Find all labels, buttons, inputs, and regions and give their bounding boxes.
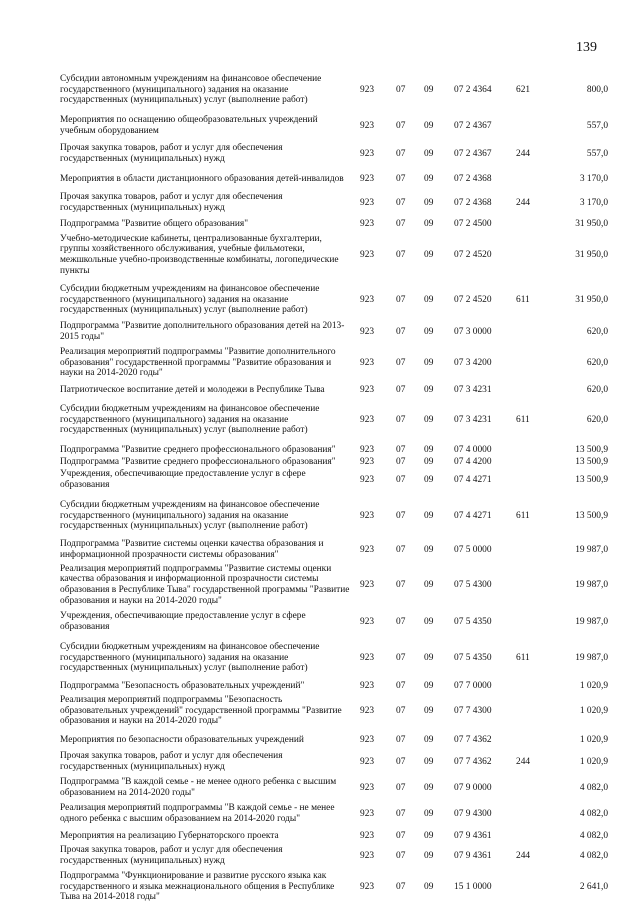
cell-ved: 923 <box>360 510 375 521</box>
cell-name: Подпрограмма "Развитие системы оценки качества образования и информационной прозрачности системы образования" <box>60 539 324 560</box>
cell-pr: 09 <box>424 326 434 337</box>
cell-sum: 557,0 <box>586 148 608 159</box>
cell-sum: 3 170,0 <box>579 173 608 184</box>
cell-vr: 611 <box>516 294 530 305</box>
cell-name: Подпрограмма "Развитие среднего профессионального образования" <box>60 444 336 455</box>
cell-rz: 07 <box>396 384 406 395</box>
cell-rz: 07 <box>396 456 406 467</box>
cell-cs: 07 9 4300 <box>454 808 492 819</box>
cell-cs: 07 5 0000 <box>454 544 492 555</box>
cell-pr: 09 <box>424 444 434 455</box>
cell-rz: 07 <box>396 148 406 159</box>
cell-pr: 09 <box>424 579 434 590</box>
cell-pr: 09 <box>424 830 434 841</box>
cell-cs: 07 4 4271 <box>454 474 492 485</box>
cell-name: Прочая закупка товаров, работ и услуг для обеспечения государственных (муниципальных) нужд <box>60 751 283 772</box>
table-row <box>60 734 608 746</box>
cell-vr: 244 <box>516 148 531 159</box>
cell-ved: 923 <box>360 680 375 691</box>
table-row <box>60 498 608 534</box>
table-row <box>60 218 608 230</box>
cell-vr: 611 <box>516 414 530 425</box>
cell-name: Мероприятия в области дистанционного образования детей-инвалидов <box>60 173 344 184</box>
cell-rz: 07 <box>396 579 406 590</box>
cell-pr: 09 <box>424 294 434 305</box>
cell-sum: 4 082,0 <box>579 850 608 861</box>
cell-cs: 07 9 0000 <box>454 782 492 793</box>
cell-pr: 09 <box>424 756 434 767</box>
cell-sum: 19 987,0 <box>575 544 608 555</box>
cell-ved: 923 <box>360 756 375 767</box>
cell-vr: 244 <box>516 850 531 861</box>
cell-pr: 09 <box>424 148 434 159</box>
cell-pr: 09 <box>424 734 434 745</box>
table-row <box>60 384 608 396</box>
cell-sum: 4 082,0 <box>579 782 608 793</box>
cell-cs: 07 5 4350 <box>454 652 492 663</box>
cell-sum: 1 020,9 <box>579 734 608 745</box>
cell-cs: 07 7 0000 <box>454 680 492 691</box>
cell-sum: 2 641,0 <box>579 881 608 892</box>
cell-name: Прочая закупка товаров, работ и услуг для обеспечения государственных (муниципальных) нужд <box>60 143 283 164</box>
cell-ved: 923 <box>360 808 375 819</box>
cell-name: Учреждения, обеспечивающие предоставление услуг в сфере образования <box>60 611 306 632</box>
cell-ved: 923 <box>360 249 375 260</box>
cell-vr: 611 <box>516 652 530 663</box>
cell-cs: 07 2 4364 <box>454 84 492 95</box>
cell-name: Мероприятия по безопасности образовательных учреждений <box>60 734 304 745</box>
cell-pr: 09 <box>424 652 434 663</box>
cell-name: Прочая закупка товаров, работ и услуг для обеспечения государственных (муниципальных) нужд <box>60 192 283 213</box>
budget-table <box>60 72 608 904</box>
table-row <box>60 844 608 868</box>
cell-ved: 923 <box>360 294 375 305</box>
cell-rz: 07 <box>396 249 406 260</box>
cell-pr: 09 <box>424 218 434 229</box>
cell-pr: 09 <box>424 120 434 131</box>
cell-pr: 09 <box>424 84 434 95</box>
cell-rz: 07 <box>396 326 406 337</box>
table-row <box>60 776 608 800</box>
cell-rz: 07 <box>396 734 406 745</box>
cell-ved: 923 <box>360 850 375 861</box>
cell-sum: 13 500,9 <box>575 474 608 485</box>
cell-rz: 07 <box>396 830 406 841</box>
cell-rz: 07 <box>396 218 406 229</box>
cell-sum: 800,0 <box>586 84 608 95</box>
cell-cs: 07 3 0000 <box>454 326 492 337</box>
cell-ved: 923 <box>360 456 375 467</box>
table-row <box>60 282 608 318</box>
cell-sum: 620,0 <box>586 357 608 368</box>
cell-vr: 621 <box>516 84 531 95</box>
cell-rz: 07 <box>396 850 406 861</box>
cell-name: Подпрограмма "Развитие общего образования" <box>60 218 249 229</box>
cell-ved: 923 <box>360 197 375 208</box>
cell-rz: 07 <box>396 294 406 305</box>
cell-name: Субсидии бюджетным учреждениям на финансовое обеспечение государственного (муниципального) задания на оказание государственных (муниципальных) услуг (выполнение работ) <box>60 642 320 674</box>
cell-cs: 07 3 4231 <box>454 384 492 395</box>
cell-cs: 15 1 0000 <box>454 881 492 892</box>
cell-name: Субсидии бюджетным учреждениям на финансовое обеспечение государственного (муниципального) задания на оказание государственных (муниципальных) услуг (выполнение работ) <box>60 500 320 532</box>
cell-ved: 923 <box>360 705 375 716</box>
cell-pr: 09 <box>424 544 434 555</box>
cell-ved: 923 <box>360 579 375 590</box>
cell-pr: 09 <box>424 414 434 425</box>
cell-rz: 07 <box>396 173 406 184</box>
table-row <box>60 870 608 904</box>
cell-cs: 07 4 4200 <box>454 456 492 467</box>
cell-rz: 07 <box>396 680 406 691</box>
table-row <box>60 114 608 138</box>
cell-sum: 31 950,0 <box>575 218 608 229</box>
table-row <box>60 444 608 456</box>
cell-sum: 3 170,0 <box>579 197 608 208</box>
cell-name: Подпрограмма "Функционирование и развитие русского языка как государственного и языка межнационального общения в Республике Тыва на 2014-2018 годы" <box>60 871 335 903</box>
cell-cs: 07 7 4362 <box>454 734 492 745</box>
cell-sum: 13 500,9 <box>575 456 608 467</box>
cell-sum: 4 082,0 <box>579 830 608 841</box>
table-row <box>60 694 608 728</box>
table-row <box>60 468 608 492</box>
cell-name: Реализация мероприятий подпрограммы "Развитие дополнительного образования" государственной программы "Развитие образования и науки на 2014-2020 годы" <box>60 347 336 379</box>
table-row <box>60 232 608 278</box>
cell-pr: 09 <box>424 705 434 716</box>
cell-rz: 07 <box>396 705 406 716</box>
cell-sum: 620,0 <box>586 384 608 395</box>
cell-cs: 07 5 4350 <box>454 616 492 627</box>
cell-sum: 1 020,9 <box>579 756 608 767</box>
cell-pr: 09 <box>424 510 434 521</box>
table-row <box>60 346 608 380</box>
cell-cs: 07 2 4500 <box>454 218 492 229</box>
cell-ved: 923 <box>360 84 375 95</box>
cell-name: Субсидии бюджетным учреждениям на финансовое обеспечение государственного (муниципального) задания на оказание государственных (муниципальных) услуг (выполнение работ) <box>60 404 320 436</box>
cell-cs: 07 7 4362 <box>454 756 492 767</box>
cell-rz: 07 <box>396 756 406 767</box>
cell-name: Субсидии автономным учреждениям на финансовое обеспечение государственного (муниципального) задания на оказание государственных (муниципальных) услуг (выполнение работ) <box>60 74 322 106</box>
cell-ved: 923 <box>360 173 375 184</box>
cell-rz: 07 <box>396 544 406 555</box>
cell-vr: 611 <box>516 510 530 521</box>
table-row <box>60 680 608 692</box>
cell-vr: 244 <box>516 197 531 208</box>
cell-ved: 923 <box>360 782 375 793</box>
cell-rz: 07 <box>396 782 406 793</box>
table-row <box>60 192 608 214</box>
cell-pr: 09 <box>424 197 434 208</box>
cell-rz: 07 <box>396 357 406 368</box>
cell-pr: 09 <box>424 850 434 861</box>
cell-ved: 923 <box>360 414 375 425</box>
cell-rz: 07 <box>396 881 406 892</box>
cell-cs: 07 9 4361 <box>454 830 492 841</box>
cell-cs: 07 9 4361 <box>454 850 492 861</box>
cell-pr: 09 <box>424 173 434 184</box>
cell-sum: 31 950,0 <box>575 249 608 260</box>
cell-pr: 09 <box>424 881 434 892</box>
cell-rz: 07 <box>396 510 406 521</box>
cell-name: Мероприятия на реализацию Губернаторского проекта <box>60 830 279 841</box>
cell-rz: 07 <box>396 444 406 455</box>
table-row <box>60 320 608 344</box>
cell-cs: 07 2 4520 <box>454 294 492 305</box>
table-row <box>60 456 608 468</box>
cell-vr: 244 <box>516 756 531 767</box>
cell-name: Подпрограмма "Развитие среднего профессионального образования" <box>60 456 336 467</box>
cell-cs: 07 7 4300 <box>454 705 492 716</box>
cell-ved: 923 <box>360 830 375 841</box>
cell-ved: 923 <box>360 444 375 455</box>
cell-name: Подпрограмма "Развитие дополнительного образования детей на 2013-2015 годы" <box>60 321 345 342</box>
cell-name: Подпрограмма "Безопасность образовательных учреждений" <box>60 680 305 691</box>
page-number: 139 <box>576 40 597 55</box>
cell-rz: 07 <box>396 616 406 627</box>
cell-rz: 07 <box>396 120 406 131</box>
cell-pr: 09 <box>424 456 434 467</box>
table-row <box>60 142 608 166</box>
cell-sum: 1 020,9 <box>579 705 608 716</box>
cell-cs: 07 2 4368 <box>454 197 492 208</box>
cell-sum: 13 500,9 <box>575 444 608 455</box>
cell-name: Патриотическое воспитание детей и молодежи в Республике Тыва <box>60 384 325 395</box>
cell-name: Подпрограмма "В каждой семье - не менее одного ребенка с высшим образованием на 2014-2020 годы" <box>60 777 337 798</box>
cell-pr: 09 <box>424 249 434 260</box>
cell-ved: 923 <box>360 326 375 337</box>
cell-cs: 07 2 4520 <box>454 249 492 260</box>
cell-name: Прочая закупка товаров, работ и услуг для обеспечения государственных (муниципальных) нужд <box>60 845 283 866</box>
cell-sum: 1 020,9 <box>579 680 608 691</box>
cell-ved: 923 <box>360 881 375 892</box>
cell-name: Учебно-методические кабинеты, централизованные бухгалтерии, группы хозяйственного обслуживания, учебные фильмотеки, межшкольные учебно-производственные комбинаты, логопедические пункты <box>60 233 339 276</box>
cell-cs: 07 2 4367 <box>454 148 492 159</box>
cell-cs: 07 2 4368 <box>454 173 492 184</box>
cell-pr: 09 <box>424 680 434 691</box>
cell-rz: 07 <box>396 474 406 485</box>
cell-rz: 07 <box>396 808 406 819</box>
cell-rz: 07 <box>396 197 406 208</box>
cell-name: Реализация мероприятий подпрограммы "В каждой семье - не менее одного ребенка с высшим образованием на 2014-2020 годы" <box>60 803 335 824</box>
table-row <box>60 402 608 438</box>
cell-rz: 07 <box>396 84 406 95</box>
table-row <box>60 830 608 842</box>
cell-ved: 923 <box>360 218 375 229</box>
cell-cs: 07 5 4300 <box>454 579 492 590</box>
cell-ved: 923 <box>360 474 375 485</box>
cell-pr: 09 <box>424 384 434 395</box>
cell-cs: 07 3 4231 <box>454 414 492 425</box>
table-row <box>60 562 608 608</box>
cell-name: Мероприятия по оснащению общеобразовательных учреждений учебным оборудованием <box>60 115 318 136</box>
cell-pr: 09 <box>424 616 434 627</box>
cell-ved: 923 <box>360 652 375 663</box>
cell-ved: 923 <box>360 148 375 159</box>
table-row <box>60 802 608 826</box>
cell-pr: 09 <box>424 357 434 368</box>
cell-sum: 19 987,0 <box>575 579 608 590</box>
cell-sum: 31 950,0 <box>575 294 608 305</box>
table-row <box>60 640 608 676</box>
cell-ved: 923 <box>360 357 375 368</box>
table-row <box>60 72 608 108</box>
cell-name: Учреждения, обеспечивающие предоставление услуг в сфере образования <box>60 469 306 490</box>
cell-pr: 09 <box>424 782 434 793</box>
cell-sum: 13 500,9 <box>575 510 608 521</box>
cell-ved: 923 <box>360 734 375 745</box>
table-row <box>60 750 608 774</box>
cell-ved: 923 <box>360 120 375 131</box>
cell-sum: 19 987,0 <box>575 616 608 627</box>
cell-cs: 07 2 4367 <box>454 120 492 131</box>
cell-cs: 07 4 4271 <box>454 510 492 521</box>
cell-pr: 09 <box>424 808 434 819</box>
table-row <box>60 538 608 562</box>
cell-cs: 07 3 4200 <box>454 357 492 368</box>
cell-sum: 557,0 <box>586 120 608 131</box>
cell-ved: 923 <box>360 616 375 627</box>
cell-sum: 4 082,0 <box>579 808 608 819</box>
cell-name: Субсидии бюджетным учреждениям на финансовое обеспечение государственного (муниципального) задания на оказание государственных (муниципальных) услуг (выполнение работ) <box>60 284 320 316</box>
cell-ved: 923 <box>360 384 375 395</box>
cell-rz: 07 <box>396 414 406 425</box>
table-row <box>60 610 608 634</box>
cell-sum: 19 987,0 <box>575 652 608 663</box>
cell-name: Реализация мероприятий подпрограммы "Безопасность образовательных учреждений" государственной программы "Развитие образования и науки на 2014-2020 годы" <box>60 695 342 727</box>
cell-sum: 620,0 <box>586 414 608 425</box>
cell-sum: 620,0 <box>586 326 608 337</box>
cell-pr: 09 <box>424 474 434 485</box>
cell-rz: 07 <box>396 652 406 663</box>
cell-cs: 07 4 0000 <box>454 444 492 455</box>
table-row <box>60 168 608 190</box>
cell-name: Реализация мероприятий подпрограммы "Развитие системы оценки качества образования и информационной прозрачности системы образования в Республике Тыва" государственной программы "Развитие образования и науки на 2014-2020 годы" <box>60 563 350 606</box>
cell-ved: 923 <box>360 544 375 555</box>
